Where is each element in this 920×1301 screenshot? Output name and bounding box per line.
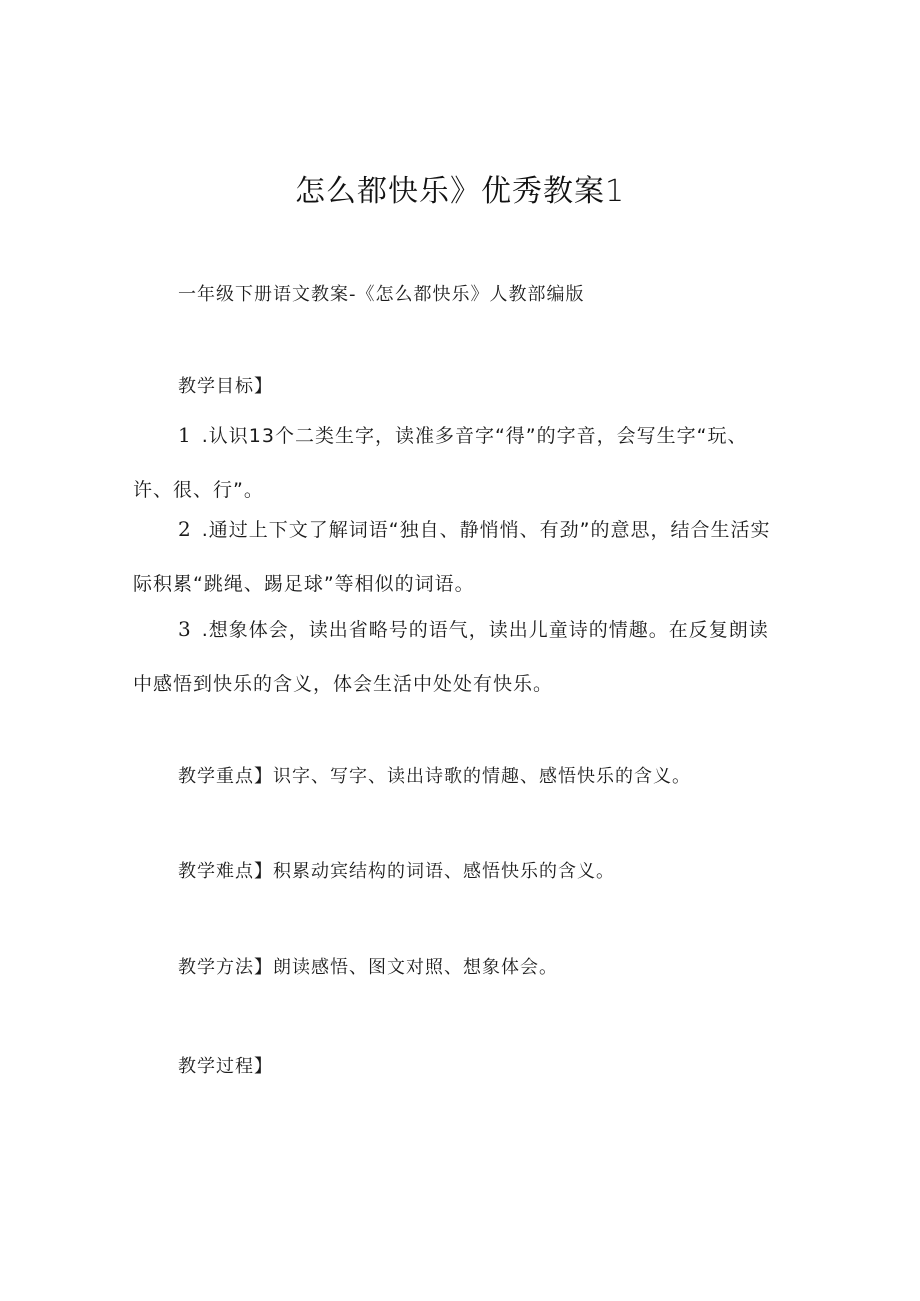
- goal-item-2: [133, 502, 798, 611]
- goal-item-1: [133, 408, 798, 517]
- goal-line-continued: 许、很、行”。: [133, 479, 264, 501]
- goal-line: [133, 602, 798, 657]
- goals-heading: 教学目标】: [178, 376, 273, 397]
- goal-line-continued: 际积累“跳绳、踢足球”等相似的词语。: [133, 573, 475, 595]
- difficulties: 教学难点】积累动宾结构的词语、感悟快乐的含义。: [178, 861, 615, 882]
- teaching-methods: 教学方法】朗读感悟、图文对照、想象体会。: [178, 957, 558, 978]
- key-points: 教学重点】识字、写字、读出诗歌的情趣、感悟快乐的含义。: [178, 766, 691, 787]
- goal-line: [133, 408, 798, 463]
- goal-text: .通过上下文了解词语“独自、静悄悄、有劲”的意思，结合生活实: [201, 519, 771, 541]
- goal-number: 2: [178, 517, 192, 541]
- goal-number: 1: [178, 423, 192, 447]
- document-title: 怎么都快乐》优秀教案1: [294, 174, 626, 209]
- document-subtitle: 一年级下册语文教案-《怎么都快乐》人教部编版: [178, 284, 585, 305]
- goal-text: .认识13个二类生字，读准多音字“得”的字音，会写生字“玩、: [201, 425, 748, 447]
- goal-number: 3: [178, 617, 192, 641]
- goal-text: .想象体会，读出省略号的语气，读出儿童诗的情趣。在反复朗读: [201, 619, 769, 641]
- goal-line-continued: 中感悟到快乐的含义，体会生活中处处有快乐。: [133, 673, 554, 695]
- goal-item-3: [133, 602, 798, 711]
- goal-line: [133, 502, 798, 557]
- process-heading: 教学过程】: [178, 1056, 273, 1077]
